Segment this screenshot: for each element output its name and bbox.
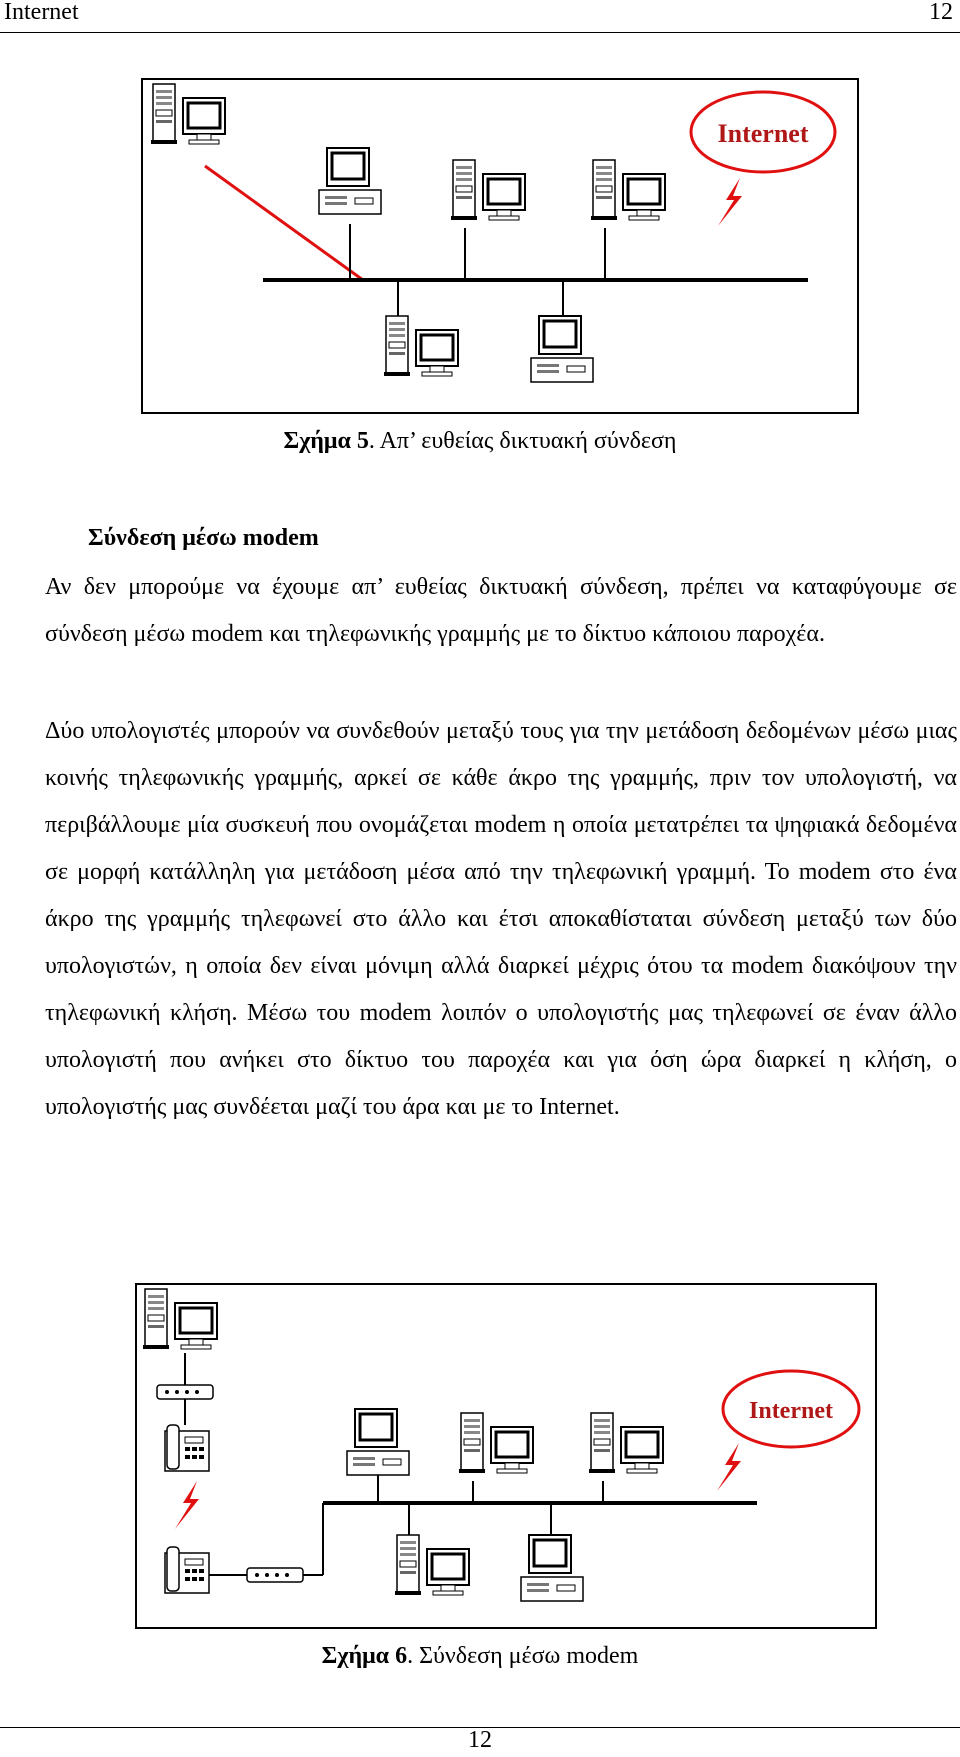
- page-header: [0, 0, 960, 33]
- workstation-icon: [384, 316, 458, 376]
- lightning-bolt-icon: [175, 1481, 199, 1529]
- paragraph-1: Αν δεν μπορούμε να έχουμε απ’ ευθείας δικτυακή σύνδεση, πρέπει να καταφύγουμε σε σύνδεση μέσω modem και τηλεφωνικής γραμμής με το δίκτυο κάποιου παροχέα.: [45, 574, 957, 647]
- figure-6-diagram: [137, 1285, 875, 1627]
- section-heading: Σύνδεση μέσω modem: [88, 525, 319, 551]
- lightning-bolt-icon: [717, 1443, 741, 1491]
- lightning-bolt-icon: [718, 178, 742, 226]
- footer-page-number: 12: [468, 1727, 492, 1753]
- figure-6-caption-label: Σχήμα 6: [321, 1643, 408, 1669]
- workstation-icon: [591, 160, 665, 220]
- figure-5-caption: [0, 428, 960, 455]
- paragraph-2: Δύο υπολογιστές μπορούν να συνδεθούν μεταξύ τους για την μετάδοση δεδομένων μέσω μιας κοινής τηλεφωνικής γραμμής, αρκεί σε κάθε άκρο της γραμμής, πριν τον υπολογιστή, να περιβάλλουμε μία συσκευή που ονομάζεται modem η οποία μετατρέπει τα ψηφιακά δεδομένα σε μορφή κατάλληλη για μετάδοση μέσα από την τηλεφωνική γραμμή. Το modem στο ένα άκρο της γραμμής τηλεφωνεί στο άλλο και έτσι αποκαθίσταται σύνδεση μεταξύ των δύο υπολογιστών, η οποία δεν είναι μόνιμη αλλά διαρκεί μέχρις ότου τα modem διακόψουν την τηλεφωνική κλήση. Μέσω του modem λοιπόν ο υπολογιστής μας τηλεφωνεί σε έναν άλλο υπολογιστή που ανήκει στο δίκτυο του παροχέα και για όση ώρα διαρκεί η κλήση, ο υπολογιστής μας συνδέεται μαζί του άρα και με το Internet.: [45, 718, 957, 1120]
- modem-icon: [247, 1568, 303, 1582]
- figure-5-direct-network: [141, 78, 859, 414]
- figure-5-diagram: [143, 80, 857, 412]
- telephone-icon: [165, 1547, 209, 1593]
- desktop-computer-icon: [347, 1409, 409, 1475]
- figure-6-caption: [0, 1643, 960, 1670]
- workstation-icon: [451, 160, 525, 220]
- workstation-icon: [395, 1535, 469, 1595]
- internet-cloud-label: Internet: [717, 119, 809, 148]
- figure-5-caption-text: . Απ’ ευθείας δικτυακή σύνδεση: [368, 428, 677, 454]
- header-title: Internet: [4, 0, 79, 25]
- desktop-computer-icon: [531, 316, 593, 382]
- header-page-number: 12: [929, 0, 953, 25]
- figure-6-modem-connection: [135, 1283, 877, 1629]
- figure-6-caption-text: . Σύνδεση μέσω modem: [407, 1643, 639, 1669]
- workstation-icon: [143, 1289, 217, 1349]
- internet-cloud-label: Internet: [749, 1398, 833, 1424]
- workstation-icon: [589, 1413, 663, 1473]
- telephone-icon: [165, 1425, 209, 1471]
- modem-icon: [157, 1385, 213, 1399]
- workstation-icon: [151, 84, 225, 144]
- desktop-computer-icon: [521, 1535, 583, 1601]
- workstation-icon: [459, 1413, 533, 1473]
- desktop-computer-icon: [319, 148, 381, 214]
- figure-5-caption-label: Σχήμα 5: [283, 428, 369, 454]
